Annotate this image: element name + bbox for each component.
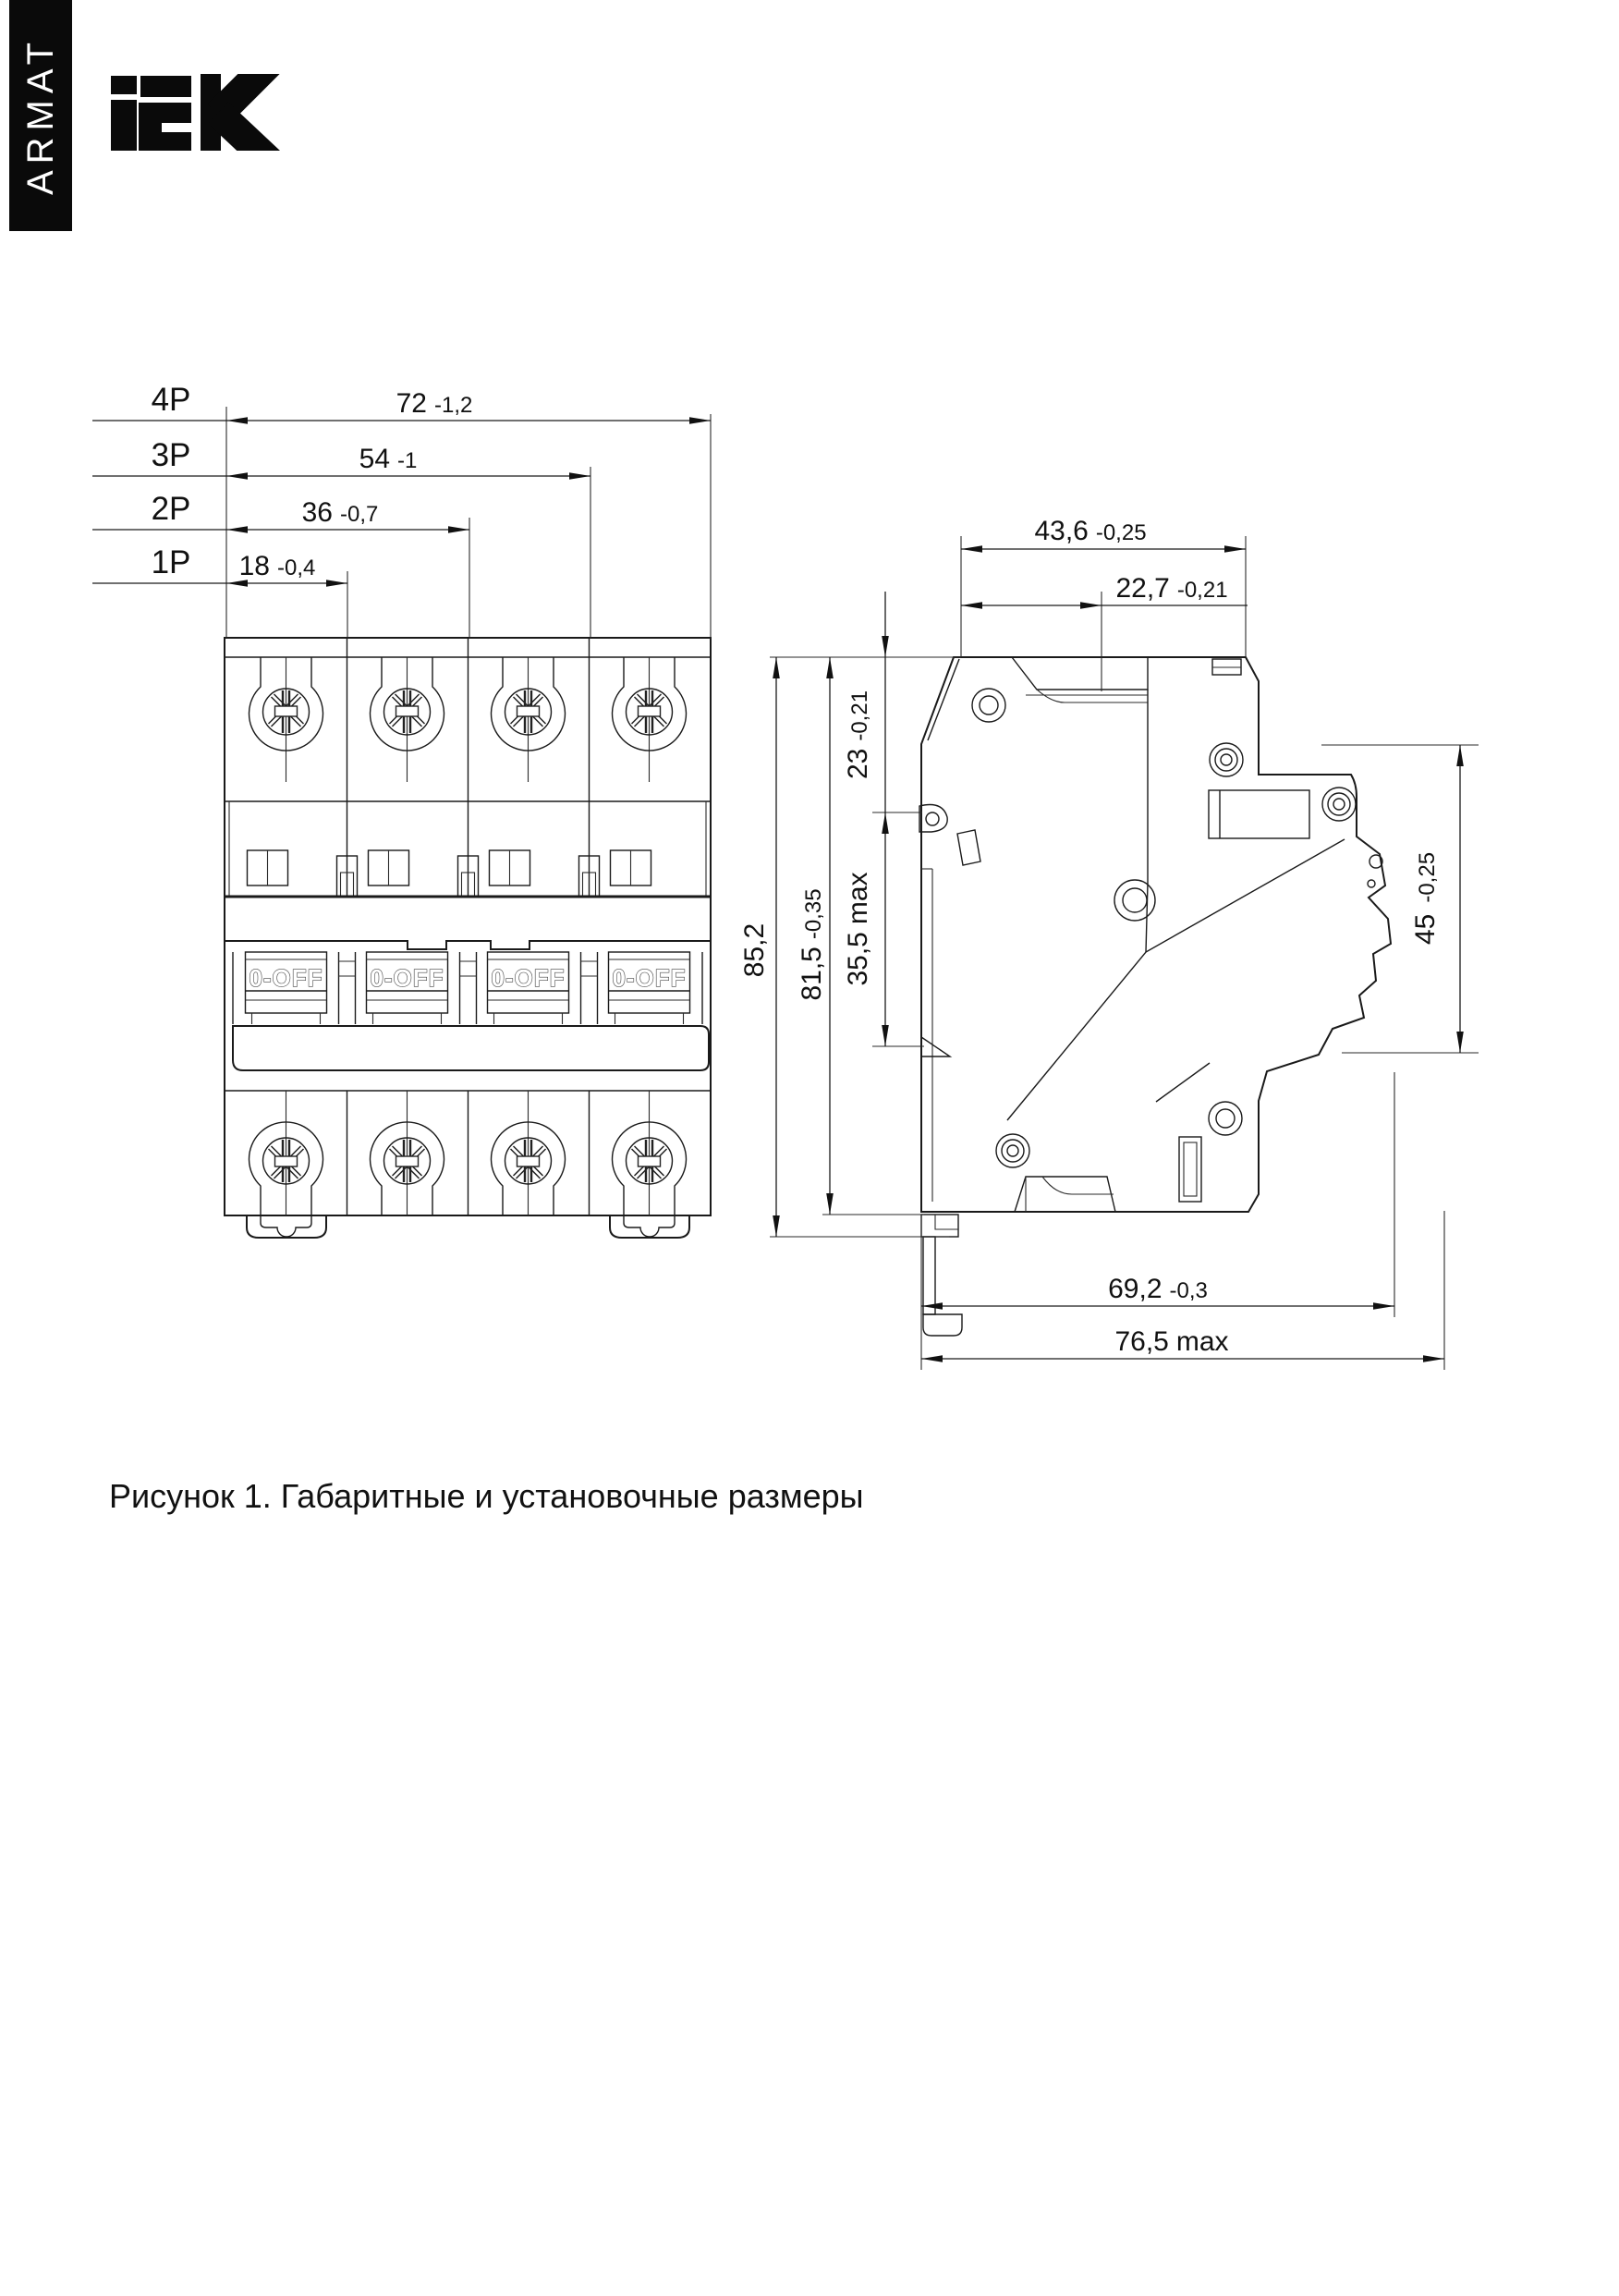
pole-label-3p: 3P [151,437,191,473]
side-view [919,657,1391,1336]
dim-45-label: 45-0,25 [1410,851,1441,946]
dim-85-2-label: 85,2 [739,922,770,978]
handle-label-3: 0-OFF [491,964,566,992]
pole-label-1p: 1P [151,544,191,580]
pole-dividers [347,638,590,1215]
dim-76-5-label: 76,5 max [1114,1326,1229,1357]
din-feet [247,1215,689,1238]
armat-label: ARMAT [19,35,61,196]
dim-36-label: 36 -0,7 [301,497,379,528]
pole-label-4p: 4P [151,382,191,418]
front-view [225,638,711,1238]
dim-54-label: 54 -1 [359,444,418,474]
dim-35-5-label: 35,5max [843,872,873,986]
side-view-dimensions [739,516,1479,1370]
dim-18-label: 18 -0,4 [238,551,316,581]
front-view-dimensions [92,382,711,638]
dim-69-2-label: 69,2 -0,3 [1108,1274,1208,1304]
figure-caption: Рисунок 1. Габаритные и установочные размеры [109,1477,864,1515]
dim-22-7-label: 22,7 -0,21 [1115,573,1228,604]
dim-72-label: 72 -1,2 [396,388,473,419]
handle-label-2: 0-OFF [370,964,444,992]
dim-81-5-label: 81,5-0,35 [797,888,827,1001]
handle-label-4: 0-OFF [612,964,687,992]
dim-23-label: 23-0,21 [843,690,873,780]
handle-windows [233,952,702,1024]
din-latch [921,1215,962,1336]
pole-label-2p: 2P [151,491,191,527]
dim-43-6-label: 43,6 -0,25 [1034,516,1147,546]
handle-label-1: 0-OFF [249,964,323,992]
lower-band [233,1026,709,1070]
